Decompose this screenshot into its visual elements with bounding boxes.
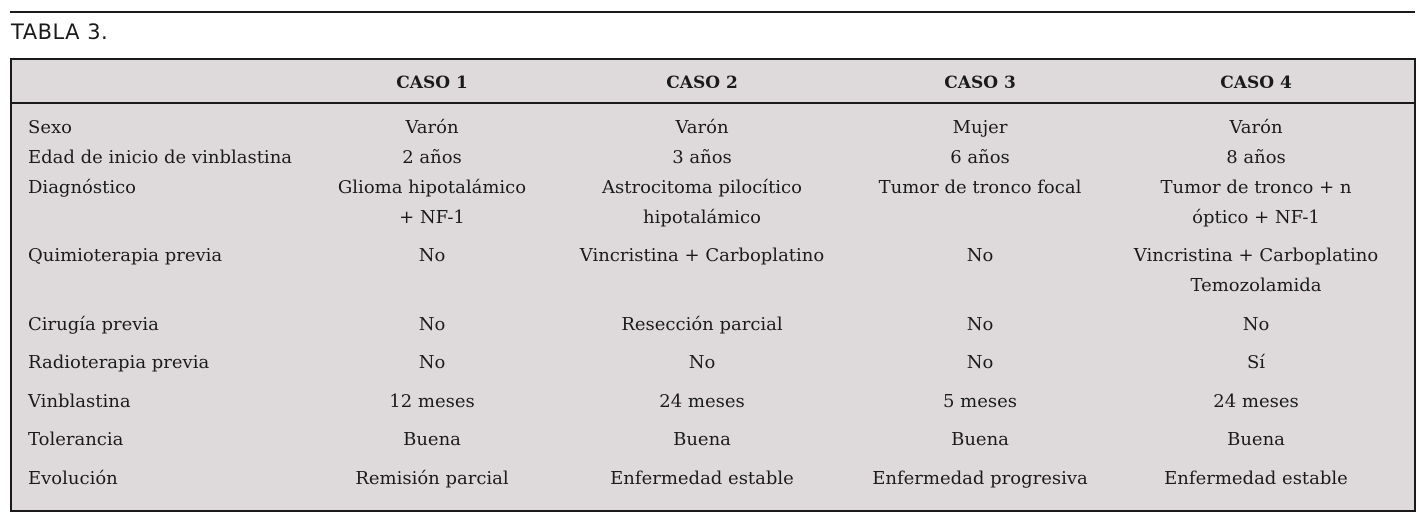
cell-text: Varón [405,117,459,138]
table-cell [870,113,1090,143]
table-cell [573,143,831,173]
cell-text: 24 meses [659,391,745,412]
cell-text: Tumor de tronco focal [878,177,1082,198]
row-label: Radioterapia previa [28,352,210,373]
cell-text: 5 meses [942,391,1018,412]
cell-text: Enfermedad estable [610,468,794,489]
table-cell [1126,310,1386,340]
cell-text: óptico + NF-1 [1192,207,1320,228]
table-cell [1126,173,1386,233]
cell-text: No [418,245,446,266]
cell-text: 3 años [672,147,732,168]
cell-text: Vincristina + Carboplatino [1133,245,1379,266]
cell-text: Sí [1246,352,1266,373]
row-label: Sexo [28,117,72,138]
cell-text: 6 años [950,147,1010,168]
table-cell [573,310,831,340]
table-cell [323,425,541,455]
row-label: Diagnóstico [28,177,137,198]
table-cell [323,113,541,143]
table-cell [323,143,541,173]
table-cell [1126,425,1386,455]
table-cell [573,464,831,494]
column-header-caso-2: CASO 2 [666,73,738,93]
cell-text: Varón [675,117,729,138]
table-cell [573,348,831,378]
cell-text: Resección parcial [621,314,783,335]
table-cell [1126,143,1386,173]
data-table [10,58,1416,512]
row-label: Cirugía previa [28,314,159,335]
row-label: Edad de inicio de vinblastina [28,147,293,168]
table-cell [323,464,541,494]
cell-text: Remisión parcial [355,468,509,489]
cell-text: Buena [1227,429,1285,450]
table-cell [870,348,1090,378]
cell-text: Buena [951,429,1009,450]
table-cell [870,387,1090,417]
cell-text: No [418,314,446,335]
cell-text: 12 meses [389,391,475,412]
cell-text: Tumor de tronco + n [1160,177,1352,198]
table-cell [573,113,831,143]
cell-text: No [1242,314,1270,335]
cell-text: Enfermedad estable [1164,468,1348,489]
column-header-caso-1: CASO 1 [396,73,468,93]
cell-text: Mujer [952,117,1008,138]
table-cell [870,425,1090,455]
cell-text: Varón [1229,117,1283,138]
table-cell [573,425,831,455]
table-cell [573,173,831,233]
table-cell [323,241,541,271]
cell-text: No [966,245,994,266]
table-cell [1126,387,1386,417]
top-rule [10,11,1415,13]
cell-text: No [966,352,994,373]
cell-text: No [966,314,994,335]
cell-text: No [688,352,716,373]
cell-text: Temozolamida [1190,275,1322,296]
cell-text: hipotalámico [643,207,761,228]
table-cell [870,241,1090,271]
column-header-caso-3: CASO 3 [944,73,1016,93]
table-caption: TABLA 3. [11,20,109,44]
cell-text: + NF-1 [399,207,465,228]
row-label: Evolución [28,468,118,489]
cell-text: No [418,352,446,373]
table-cell [573,241,831,271]
cell-text: 8 años [1226,147,1286,168]
table-cell [573,387,831,417]
column-header-caso-4: CASO 4 [1220,73,1292,93]
table-cell [1126,464,1386,494]
table-cell [1126,241,1386,301]
table-cell [1126,348,1386,378]
cell-text: 2 años [402,147,462,168]
row-label: Vinblastina [28,391,131,412]
table-cell [870,173,1090,203]
cell-text: Glioma hipotalámico [337,177,527,198]
table-cell [323,310,541,340]
cell-text: Buena [403,429,461,450]
table-header-row [12,60,1414,104]
row-label: Quimioterapia previa [28,245,223,266]
table-cell [870,310,1090,340]
table-cell [323,387,541,417]
cell-text: 24 meses [1213,391,1299,412]
table-cell [323,173,541,233]
table-cell [323,348,541,378]
table-cell [870,464,1090,494]
table-cell [870,143,1090,173]
row-label: Tolerancia [28,429,124,450]
table-cell [1126,113,1386,143]
cell-text: Astrocitoma pilocítico [602,177,802,198]
cell-text: Enfermedad progresiva [872,468,1088,489]
cell-text: Buena [673,429,731,450]
cell-text: Vincristina + Carboplatino [579,245,825,266]
